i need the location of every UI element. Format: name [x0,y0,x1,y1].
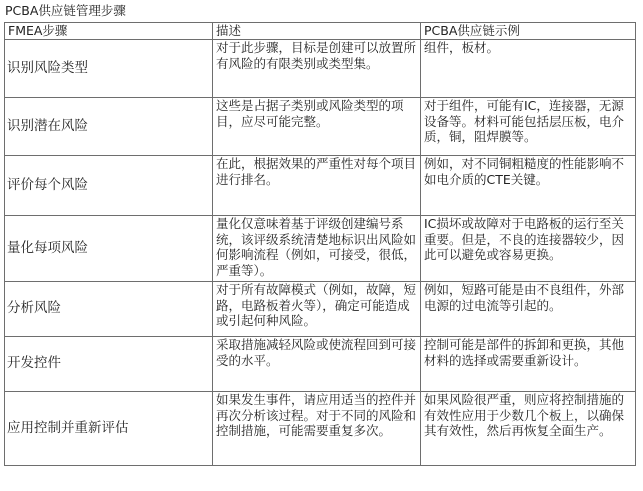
fmea-table [4,22,636,466]
description-cell: 如果发生事件，请应用适当的控件并再次分析该过程。对于不同的风险和控制措施，可能需要重复多次。 [213,392,421,466]
description-cell: 对于所有故障模式（例如，故障，短路，电路板着火等），确定可能造成或引起何种风险。 [213,282,421,337]
step-cell: 开发控件 [5,337,213,392]
table-row [5,156,636,216]
description-cell: 量化仅意味着基于评级创建编号系统，该评级系统清楚地标识出风险如何影响流程（例如，可接受，很低，严重等）。 [213,216,421,282]
description-cell: 在此，根据效果的严重性对每个项目进行排名。 [213,156,421,216]
header-cell-step: FMEA步骤 [5,23,213,40]
example-cell: 组件，板材。 [421,40,636,98]
step-cell: 量化每项风险 [5,216,213,282]
step-cell: 识别潜在风险 [5,98,213,156]
step-cell: 应用控制并重新评估 [5,392,213,466]
header-cell-description: 描述 [213,23,421,40]
example-cell: 如果风险很严重，则应将控制措施的有效性应用于少数几个板上，以确保其有效性，然后再恢复全面生产。 [421,392,636,466]
table-row [5,282,636,337]
table-row [5,216,636,282]
description-cell: 这些是占据子类别或风险类型的项目，应尽可能完整。 [213,98,421,156]
example-cell: 对于组件，可能有IC，连接器，无源设备等。材料可能包括层压板，电介质，铜，阻焊膜等。 [421,98,636,156]
description-cell: 对于此步骤，目标是创建可以放置所有风险的有限类别或类型集。 [213,40,421,98]
table-row [5,392,636,466]
step-cell: 分析风险 [5,282,213,337]
step-cell: 评价每个风险 [5,156,213,216]
table-row [5,40,636,98]
example-cell: 例如，短路可能是由不良组件，外部电源的过电流等引起的。 [421,282,636,337]
header-cell-example: PCBA供应链示例 [421,23,636,40]
example-cell: 例如，对不同铜粗糙度的性能影响不如电介质的CTE关键。 [421,156,636,216]
description-cell: 采取措施减轻风险或使流程回到可接受的水平。 [213,337,421,392]
step-cell: 识别风险类型 [5,40,213,98]
table-title: PCBA供应链管理步骤 [5,3,126,18]
example-cell: 控制可能是部件的拆卸和更换，其他材料的选择或需要重新设计。 [421,337,636,392]
table-row [5,337,636,392]
table-row [5,98,636,156]
header-row [5,23,636,40]
example-cell: IC损坏或故障对于电路板的运行至关重要。但是，不良的连接器较少，因此可以避免或容易更换。 [421,216,636,282]
